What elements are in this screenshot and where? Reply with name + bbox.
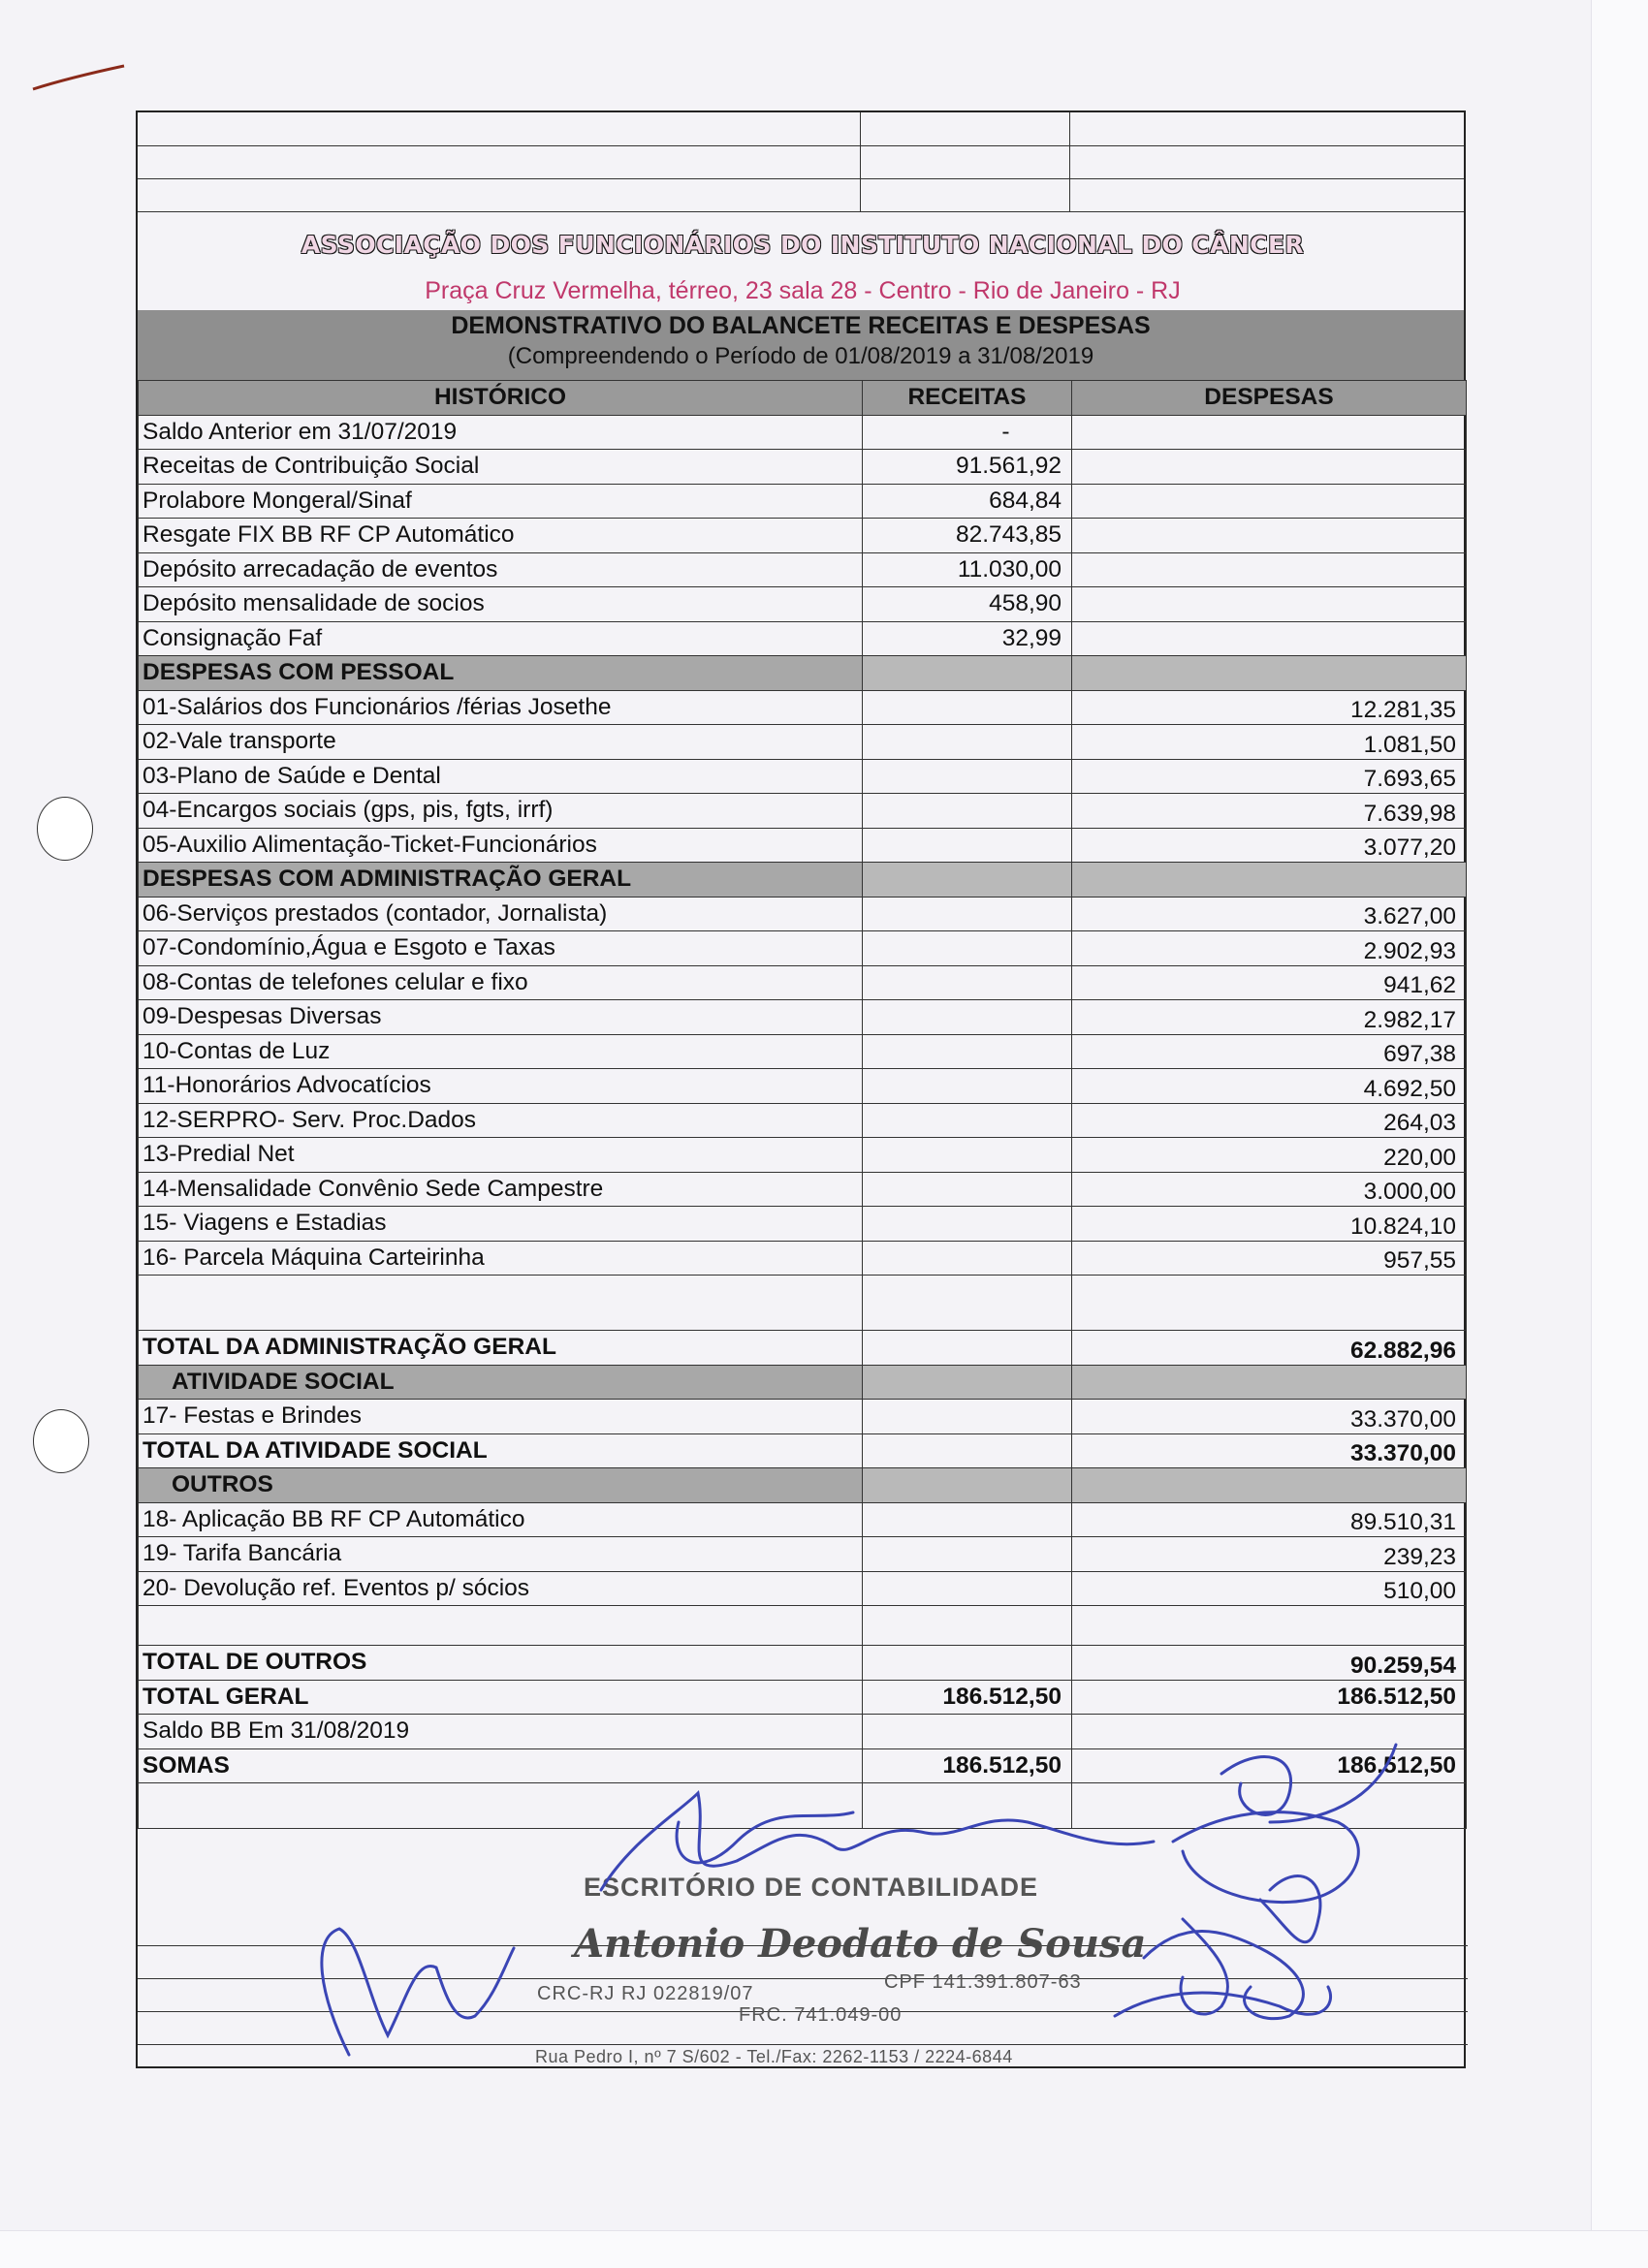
section-label: ATIVIDADE SOCIAL — [139, 1365, 863, 1400]
somas-row — [139, 1748, 1467, 1783]
row-receita: 458,90 — [863, 587, 1072, 622]
row-despesa: 1.081,50 — [1072, 725, 1467, 760]
row-despesa: 264,03 — [1072, 1103, 1467, 1138]
stamp-accountant: Antonio Deodato de Sousa — [574, 1921, 1147, 1967]
scan-margin-bottom — [0, 2230, 1648, 2268]
ledger-table — [138, 380, 1467, 1829]
row-label: Depósito arrecadação de eventos — [139, 552, 863, 587]
row-despesa: 89.510,31 — [1072, 1502, 1467, 1537]
row-label: 13-Predial Net — [139, 1138, 863, 1173]
table-row — [139, 1000, 1467, 1035]
row-receita: 91.561,92 — [863, 450, 1072, 485]
row-despesa: 186.512,50 — [1072, 1680, 1467, 1715]
section-label: DESPESAS COM ADMINISTRAÇÃO GERAL — [139, 863, 863, 898]
row-despesa: 220,00 — [1072, 1138, 1467, 1173]
row-receita: - — [863, 415, 1072, 450]
row-label: 18- Aplicação BB RF CP Automático — [139, 1502, 863, 1537]
section-label: DESPESAS COM PESSOAL — [139, 656, 863, 691]
total-outros-row — [139, 1646, 1467, 1681]
table-row — [139, 690, 1467, 725]
row-despesa: 510,00 — [1072, 1571, 1467, 1606]
row-receita: 32,99 — [863, 621, 1072, 656]
saldo-final-row — [139, 1715, 1467, 1749]
row-label: 12-SERPRO- Serv. Proc.Dados — [139, 1103, 863, 1138]
row-despesa: 957,55 — [1072, 1241, 1467, 1276]
association-address: Praça Cruz Vermelha, térreo, 23 sala 28 - Centro - Rio de Janeiro - RJ — [425, 277, 1181, 304]
row-label: 06-Serviços prestados (contador, Jornalista) — [139, 897, 863, 931]
pen-mark — [31, 60, 128, 99]
row-despesa: 7.693,65 — [1072, 759, 1467, 794]
row-despesa: 941,62 — [1072, 965, 1467, 1000]
row-label: 05-Auxilio Alimentação-Ticket-Funcionários — [139, 828, 863, 863]
table-row — [139, 1502, 1467, 1537]
table-row — [139, 1138, 1467, 1173]
table-row — [139, 897, 1467, 931]
row-despesa: 186.512,50 — [1072, 1748, 1467, 1783]
row-label: 19- Tarifa Bancária — [139, 1537, 863, 1572]
table-row — [139, 1571, 1467, 1606]
top-empty-grid — [138, 112, 1464, 211]
stamp-street: Rua Pedro I, nº 7 S/602 - Tel./Fax: 2262-1153 / 2224-6844 — [535, 2047, 1013, 2066]
blank-row — [139, 1276, 1467, 1331]
table-row — [139, 1069, 1467, 1104]
statement-period: (Compreendendo o Período de 01/08/2019 a 31/08/2019 — [507, 343, 1094, 369]
table-row — [139, 828, 1467, 863]
section-social — [139, 1365, 1467, 1400]
total-admin-row — [139, 1331, 1467, 1366]
row-despesa: 2.982,17 — [1072, 1000, 1467, 1035]
row-label: 16- Parcela Máquina Carteirinha — [139, 1241, 863, 1276]
blank-row — [139, 1606, 1467, 1646]
table-row — [139, 1241, 1467, 1276]
table-row — [139, 552, 1467, 587]
row-despesa: 62.882,96 — [1072, 1331, 1467, 1366]
scan-margin-right — [1591, 0, 1648, 2268]
row-despesa: 3.000,00 — [1072, 1172, 1467, 1207]
row-label: 17- Festas e Brindes — [139, 1400, 863, 1434]
table-row — [139, 484, 1467, 519]
row-label: Depósito mensalidade de socios — [139, 587, 863, 622]
punch-hole-upper — [37, 797, 93, 861]
stamp-frc: FRC. 741.049-00 — [739, 2004, 903, 2026]
row-label: 14-Mensalidade Convênio Sede Campestre — [139, 1172, 863, 1207]
table-row — [139, 1034, 1467, 1069]
row-label: 15- Viagens e Estadias — [139, 1207, 863, 1242]
table-row — [139, 1103, 1467, 1138]
row-label: TOTAL DA ATIVIDADE SOCIAL — [139, 1433, 863, 1468]
table-row — [139, 931, 1467, 966]
table-row — [139, 450, 1467, 485]
row-despesa: 4.692,50 — [1072, 1069, 1467, 1104]
row-despesa: 10.824,10 — [1072, 1207, 1467, 1242]
stamp-office: ESCRITÓRIO DE CONTABILIDADE — [584, 1873, 1039, 1902]
row-despesa: 33.370,00 — [1072, 1400, 1467, 1434]
row-despesa: 7.639,98 — [1072, 794, 1467, 829]
punch-hole-lower — [33, 1409, 89, 1473]
column-header-row — [139, 381, 1467, 416]
table-row — [139, 1537, 1467, 1572]
association-title: ASSOCIAÇÃO DOS FUNCIONÁRIOS DO INSTITUTO NACIONAL DO CÂNCER — [301, 231, 1305, 259]
statement-title: DEMONSTRATIVO DO BALANCETE RECEITAS E DESPESAS — [451, 312, 1151, 339]
row-label: 01-Salários dos Funcionários /férias Josethe — [139, 690, 863, 725]
row-despesa: 90.259,54 — [1072, 1646, 1467, 1681]
row-receita: 684,84 — [863, 484, 1072, 519]
row-despesa: 3.627,00 — [1072, 897, 1467, 931]
col-receitas: RECEITAS — [863, 381, 1072, 416]
row-receita: 11.030,00 — [863, 552, 1072, 587]
balance-sheet — [136, 110, 1466, 2068]
table-row — [139, 725, 1467, 760]
row-receita: 186.512,50 — [863, 1680, 1072, 1715]
table-row — [139, 415, 1467, 450]
row-label: TOTAL GERAL — [139, 1680, 863, 1715]
row-label: Prolabore Mongeral/Sinaf — [139, 484, 863, 519]
row-label: Resgate FIX BB RF CP Automático — [139, 519, 863, 553]
row-despesa: 33.370,00 — [1072, 1433, 1467, 1468]
row-label: 09-Despesas Diversas — [139, 1000, 863, 1035]
section-pessoal — [139, 656, 1467, 691]
section-label: OUTROS — [139, 1468, 863, 1503]
row-label: Saldo BB Em 31/08/2019 — [139, 1715, 863, 1749]
row-label: Consignação Faf — [139, 621, 863, 656]
row-label: Receitas de Contribuição Social — [139, 450, 863, 485]
row-label: 07-Condomínio,Água e Esgoto e Taxas — [139, 931, 863, 966]
table-row — [139, 587, 1467, 622]
table-row — [139, 1207, 1467, 1242]
col-despesas: DESPESAS — [1072, 381, 1467, 416]
row-despesa: 239,23 — [1072, 1537, 1467, 1572]
row-label: 20- Devolução ref. Eventos p/ sócios — [139, 1571, 863, 1606]
row-despesa: 2.902,93 — [1072, 931, 1467, 966]
table-row — [139, 965, 1467, 1000]
total-social-row — [139, 1433, 1467, 1468]
row-despesa: 697,38 — [1072, 1034, 1467, 1069]
section-outros — [139, 1468, 1467, 1503]
stamp-crc: CRC-RJ RJ 022819/07 — [537, 1983, 754, 2004]
table-row — [139, 1172, 1467, 1207]
blank-row — [139, 1783, 1467, 1829]
row-label: TOTAL DE OUTROS — [139, 1646, 863, 1681]
table-row — [139, 621, 1467, 656]
row-label: TOTAL DA ADMINISTRAÇÃO GERAL — [139, 1331, 863, 1366]
row-label: 10-Contas de Luz — [139, 1034, 863, 1069]
row-label: SOMAS — [139, 1748, 863, 1783]
row-label: 08-Contas de telefones celular e fixo — [139, 965, 863, 1000]
section-admin — [139, 863, 1467, 898]
row-receita: 186.512,50 — [863, 1748, 1072, 1783]
table-row — [139, 519, 1467, 553]
row-receita: 82.743,85 — [863, 519, 1072, 553]
stamp-cpf: CPF 141.391.807-63 — [884, 1971, 1082, 1993]
table-row — [139, 759, 1467, 794]
row-despesa: 3.077,20 — [1072, 828, 1467, 863]
row-label: 03-Plano de Saúde e Dental — [139, 759, 863, 794]
table-row — [139, 794, 1467, 829]
row-label: 02-Vale transporte — [139, 725, 863, 760]
total-geral-row — [139, 1680, 1467, 1715]
table-row — [139, 1400, 1467, 1434]
row-despesa: 12.281,35 — [1072, 690, 1467, 725]
col-historico: HISTÓRICO — [139, 381, 863, 416]
row-label: Saldo Anterior em 31/07/2019 — [139, 415, 863, 450]
row-label: 04-Encargos sociais (gps, pis, fgts, irrf) — [139, 794, 863, 829]
row-label: 11-Honorários Advocatícios — [139, 1069, 863, 1104]
